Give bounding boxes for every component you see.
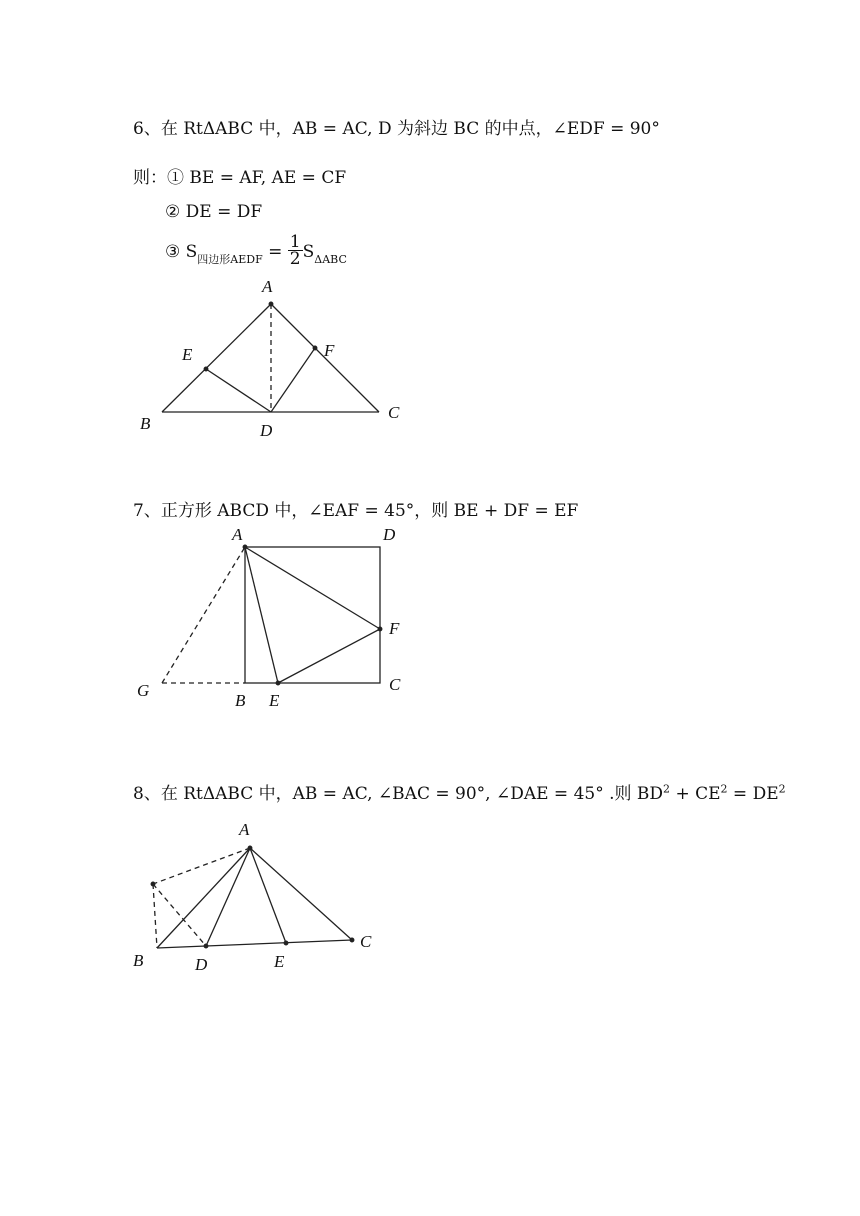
fig6-segment-ab [162, 304, 271, 412]
fig8-label-c: C [360, 932, 372, 951]
equals-de: = DE [727, 784, 779, 804]
fig8-segment-bc [157, 940, 352, 948]
fig8-label-d: D [195, 955, 208, 974]
fig8-point-c [350, 938, 354, 942]
fig8-point-aux [151, 882, 155, 886]
fig7-label-f: F [389, 619, 400, 638]
area-s2-label: S [302, 242, 315, 262]
fig7-segment-ef [278, 629, 380, 683]
fig7-point-f [378, 627, 382, 631]
fig8-label-b: B [133, 951, 144, 970]
fig8-segment-ac [250, 848, 352, 940]
fig8-point-d [204, 944, 208, 948]
fig7-segment-ga-dashed [162, 547, 245, 683]
problem-6-conclusion-2: ② DE = DF [165, 202, 263, 222]
fig7-point-a [243, 545, 247, 549]
fig7-label-d: D [383, 525, 396, 544]
problem-6-number: 6、 [133, 119, 161, 139]
fig7-segment-ae [245, 547, 278, 683]
fig6-label-e: E [182, 345, 193, 364]
fig7-label-c: C [389, 675, 401, 694]
fig6-point-e [204, 367, 208, 371]
area-subscript-triangle: ΔABC [314, 253, 347, 266]
fig8-point-e [284, 941, 288, 945]
fig6-point-a [269, 302, 273, 306]
fig7-label-a: A [232, 525, 243, 544]
fig6-segment-de [206, 369, 271, 412]
fig6-segment-df [271, 348, 315, 412]
fraction-numerator: 1 [289, 232, 301, 252]
fig7-label-e: E [269, 691, 280, 710]
fig7-point-e [276, 681, 280, 685]
area-subscript-quad: 四边形AEDF [197, 253, 263, 266]
fig8-point-a [248, 846, 252, 850]
sup-ce: 2 [720, 782, 728, 796]
fig7-label-b: B [235, 691, 246, 710]
fig8-segment-aux-d-dashed [153, 884, 206, 946]
fig7-label-g: G [137, 681, 150, 700]
problem-6-text: 在 RtΔABC 中，AB = AC, D 为斜边 BC 的中点，∠EDF = 90° [160, 119, 660, 139]
figure-6 [162, 302, 379, 412]
fig8-label-e: E [274, 952, 285, 971]
fig8-segment-ae [250, 848, 286, 943]
fig8-segment-ab [157, 848, 250, 948]
fig8-label-a: A [239, 820, 250, 839]
sup-de: 2 [778, 782, 786, 796]
figure-7 [162, 545, 382, 685]
fig6-label-a: A [262, 277, 273, 296]
area-s-label: ③ S [165, 242, 198, 262]
problem-7-text: 正方形 ABCD 中，∠EAF = 45°，则 BE + DF = EF [160, 501, 579, 521]
fig6-label-d: D [260, 421, 273, 440]
fig6-label-b: B [140, 414, 151, 433]
plus-ce: + CE [670, 784, 721, 804]
fig6-point-f [313, 346, 317, 350]
fig8-segment-ad [206, 848, 250, 946]
fig8-segment-a-aux-dashed [153, 848, 250, 884]
fig6-label-c: C [388, 403, 400, 422]
sup-bd: 2 [663, 782, 671, 796]
fig7-segment-af [245, 547, 380, 629]
fig6-label-f: F [324, 341, 335, 360]
problem-7-number: 7、 [133, 501, 161, 521]
problem-8-text: 在 RtΔABC 中，AB = AC, ∠BAC = 90°, ∠DAE = 45° .则 BD [160, 784, 664, 804]
problem-6-conclusion-1: 则：① BE = AF, AE = CF [133, 168, 347, 188]
problem-8-number: 8、 [133, 784, 161, 804]
figure-8 [151, 846, 354, 948]
fraction-denominator: 2 [289, 249, 301, 269]
fig7-square-abcd [245, 547, 380, 683]
fig8-segment-aux-b-dashed [153, 884, 157, 948]
area-equals: = [262, 242, 288, 262]
